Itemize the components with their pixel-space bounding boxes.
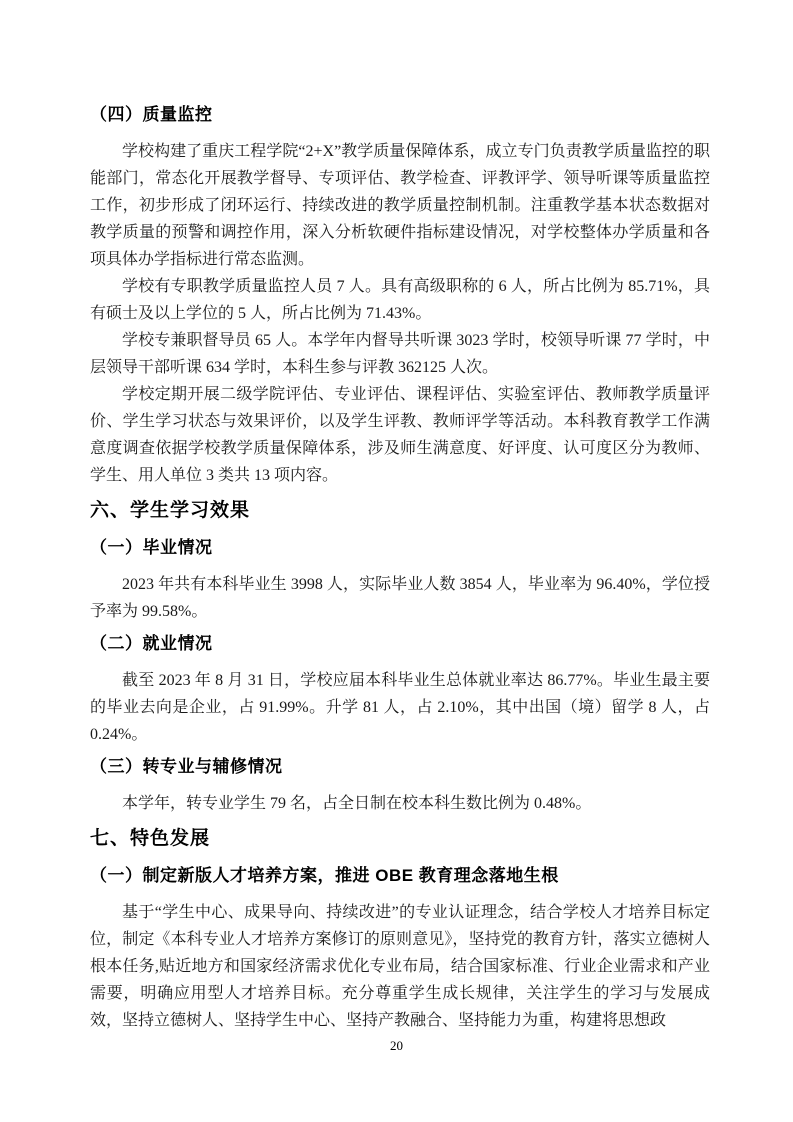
paragraph-major-transfer-stats: 本学年，转专业学生 79 名，占全日制在校本科生数比例为 0.48%。 xyxy=(122,795,592,812)
paragraph-employment-stats: 截至 2023 年 8 月 31 日，学校应届本科毕业生总体就业率达 86.77%。毕业生最主要的毕业去向是企业，占 91.99%。升学 81 人，占 2.10%，其中出国（境）留学 8 人，占 0.24%。 xyxy=(90,672,710,743)
section-heading-graduation: （一）毕业情况 xyxy=(90,538,213,557)
paragraph-quality-system: 学校构建了重庆工程学院“2+X”教学质量保障体系，成立专门负责教学质量监控的职能部门，常态化开展教学督导、专项评估、教学检查、评教评学、领导听课等质量监控工作，初步形成了闭环运行、持续改进的教学质量控制机制。注重教学基本状态数据对教学质量的预警和调控作用，深入分析软硬件指标建设情况，对学校整体办学质量和各项具体办学指标进行常态监测。 xyxy=(90,143,710,268)
section-heading-obe-training-plan: （一）制定新版人才培养方案，推进 OBE 教育理念落地生根 xyxy=(90,866,559,885)
section-heading-major-transfer: （三）转专业与辅修情况 xyxy=(90,757,283,776)
page-content xyxy=(90,100,710,1034)
paragraph-supervisors: 学校专兼职督导员 65 人。本学年内督导共听课 3023 学时，校领导听课 77 学时，中层领导干部听课 634 学时，本科生参与评教 362125 人次。 xyxy=(90,332,710,376)
paragraph-evaluations: 学校定期开展二级学院评估、专业评估、课程评估、实验室评估、教师教学质量评价、学生学习状态与效果评价，以及学生评教、教师评学等活动。本科教育教学工作满意度调查依据学校教学质量保障体系，涉及师生满意度、好评度、认可度区分为教师、学生、用人单位 3 类共 13 项内容。 xyxy=(90,386,710,484)
section-heading-employment: （二）就业情况 xyxy=(90,634,213,653)
paragraph-obe-concept: 基于“学生中心、成果导向、持续改进”的专业认证理念，结合学校人才培养目标定位，制定《本科专业人才培养方案修订的原则意见》，坚持党的教育方针，落实立德树人根本任务,贴近地方和国家经济需求优化专业布局，结合国家标准、行业企业需求和产业需要，明确应用型人才培养目标。充分尊重学生成长规律，关注学生的学习与发展成效，坚持立德树人、坚持学生中心、坚持产教融合、坚持能力为重，构建将思想政 xyxy=(90,904,710,1029)
paragraph-monitoring-staff: 学校有专职教学质量监控人员 7 人。具有高级职称的 6 人，所占比例为 85.71%，具有硕士及以上学位的 5 人，所占比例为 71.43%。 xyxy=(90,278,710,322)
paragraph-graduation-stats: 2023 年共有本科毕业生 3998 人，实际毕业人数 3854 人，毕业率为 96.40%，学位授予率为 99.58%。 xyxy=(90,576,710,620)
page-number: 20 xyxy=(390,1038,403,1053)
section-heading-quality-monitoring: （四）质量监控 xyxy=(90,105,213,124)
chapter-heading-student-learning-outcomes: 六、学生学习效果 xyxy=(90,500,251,521)
chapter-heading-featured-development: 七、特色发展 xyxy=(90,828,211,849)
